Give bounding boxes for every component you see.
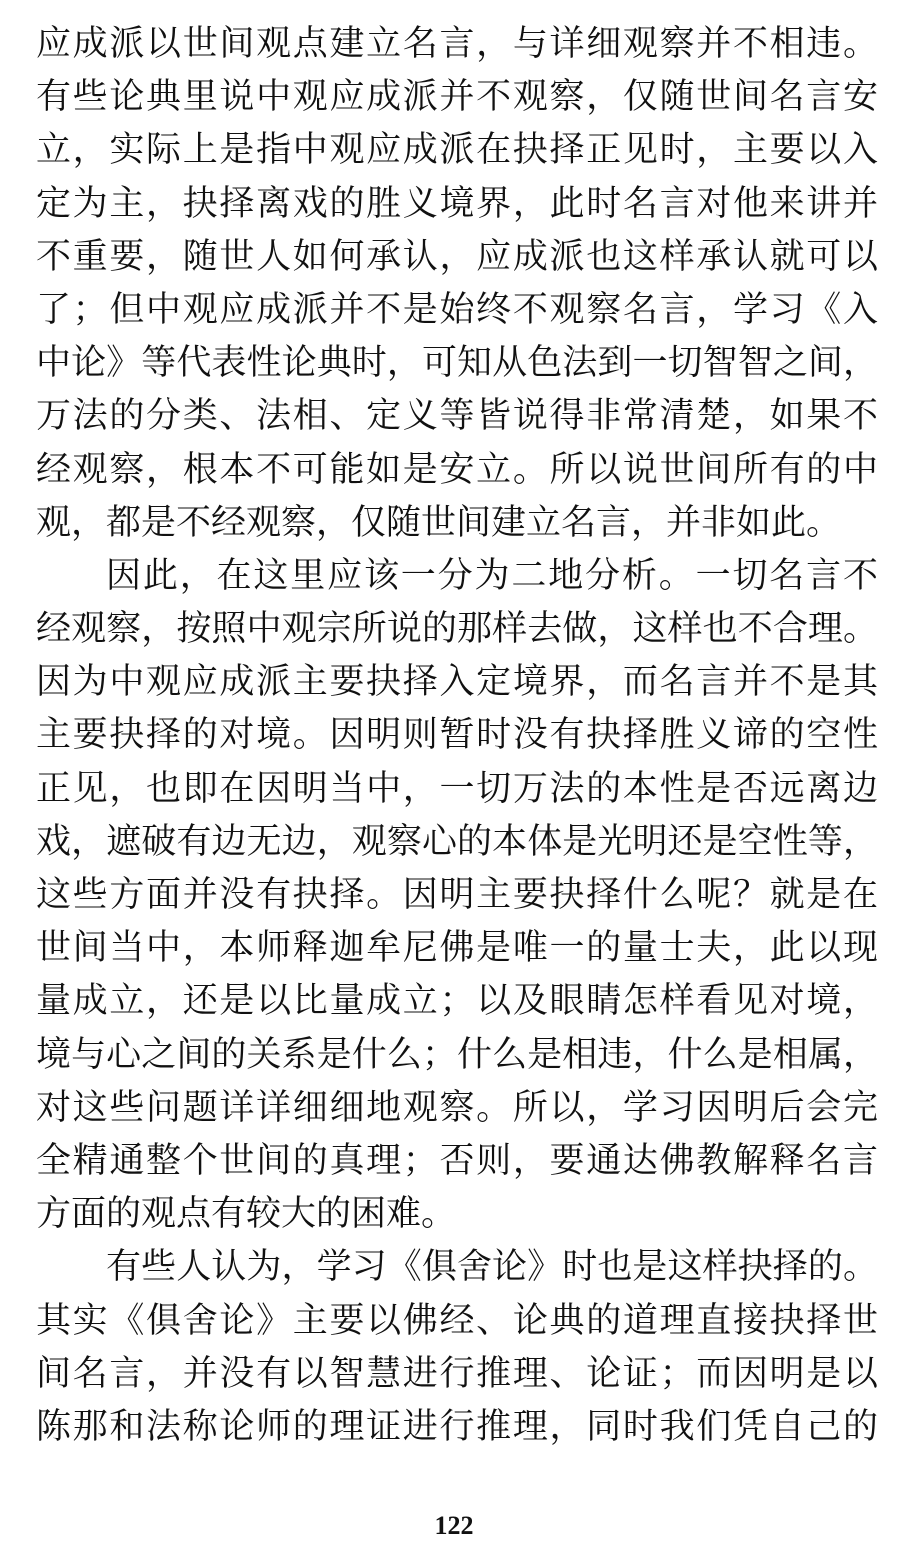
text-line: 因此，在这里应该一分为二地分析。一切名言不 — [106, 555, 878, 596]
text-line: 这些方面并没有抉择。因明主要抉择什么呢？就是在 — [36, 875, 878, 915]
text-line: 万法的分类、法相、定义等皆说得非常清楚，如果不 — [36, 396, 878, 437]
text-line: 方面的观点有较大的困难。 — [36, 1194, 457, 1235]
text-line: 对这些问题详详细细地观察。所以，学习因明后会完 — [36, 1087, 878, 1128]
paragraph — [36, 1241, 878, 1454]
text-line: 观，都是不经观察，仅随世间建立名言，并非如此。 — [36, 502, 842, 543]
text-line: 世间当中，本师释迦牟尼佛是唯一的量士夫，此以现 — [36, 928, 878, 969]
text-line: 其实《俱舍论》主要以佛经、论典的道理直接抉择世 — [36, 1300, 878, 1341]
paragraph — [36, 550, 878, 1241]
paragraph — [36, 18, 878, 550]
text-line: 经观察，根本不可能如是安立。所以说世间所有的中 — [36, 449, 878, 490]
text-line: 陈那和法称论师的理证进行推理，同时我们凭自己的 — [36, 1406, 878, 1447]
page-number: 122 — [434, 1511, 474, 1540]
text-line: 经观察，按照中观宗所说的那样去做，这样也不合理。 — [36, 609, 878, 650]
text-line: 戏，遮破有边无边，观察心的本体是光明还是空性等， — [36, 821, 878, 862]
text-line: 立，实际上是指中观应成派在抉择正见时，主要以入 — [36, 130, 878, 171]
text-line: 应成派以世间观点建立名言，与详细观察并不相违。 — [36, 24, 878, 64]
text-line: 全精通整个世间的真理；否则，要通达佛教解释名言 — [36, 1140, 878, 1181]
text-line: 主要抉择的对境。因明则暂时没有抉择胜义谛的空性 — [36, 715, 878, 756]
text-line: 不重要，随世人如何承认，应成派也这样承认就可以 — [36, 236, 878, 277]
text-line: 量成立，还是以比量成立；以及眼睛怎样看见对境， — [36, 981, 878, 1022]
text-line: 境与心之间的关系是什么；什么是相违，什么是相属， — [36, 1034, 878, 1075]
text-line: 间名言，并没有以智慧进行推理、论证；而因明是以 — [36, 1353, 878, 1394]
text-line: 了；但中观应成派并不是始终不观察名言，学习《入 — [36, 289, 878, 330]
text-line: 定为主，抉择离戏的胜义境界，此时名言对他来讲并 — [36, 183, 878, 224]
page-text-body — [36, 18, 878, 1454]
text-line: 有些论典里说中观应成派并不观察，仅随世间名言安 — [36, 77, 878, 118]
text-line: 有些人认为，学习《俱舍论》时也是这样抉择的。 — [106, 1247, 878, 1288]
text-line: 中论》等代表性论典时，可知从色法到一切智智之间， — [36, 343, 878, 384]
text-line: 正见，也即在因明当中，一切万法的本性是否远离边 — [36, 768, 878, 809]
text-line: 因为中观应成派主要抉择入定境界，而名言并不是其 — [36, 662, 878, 703]
